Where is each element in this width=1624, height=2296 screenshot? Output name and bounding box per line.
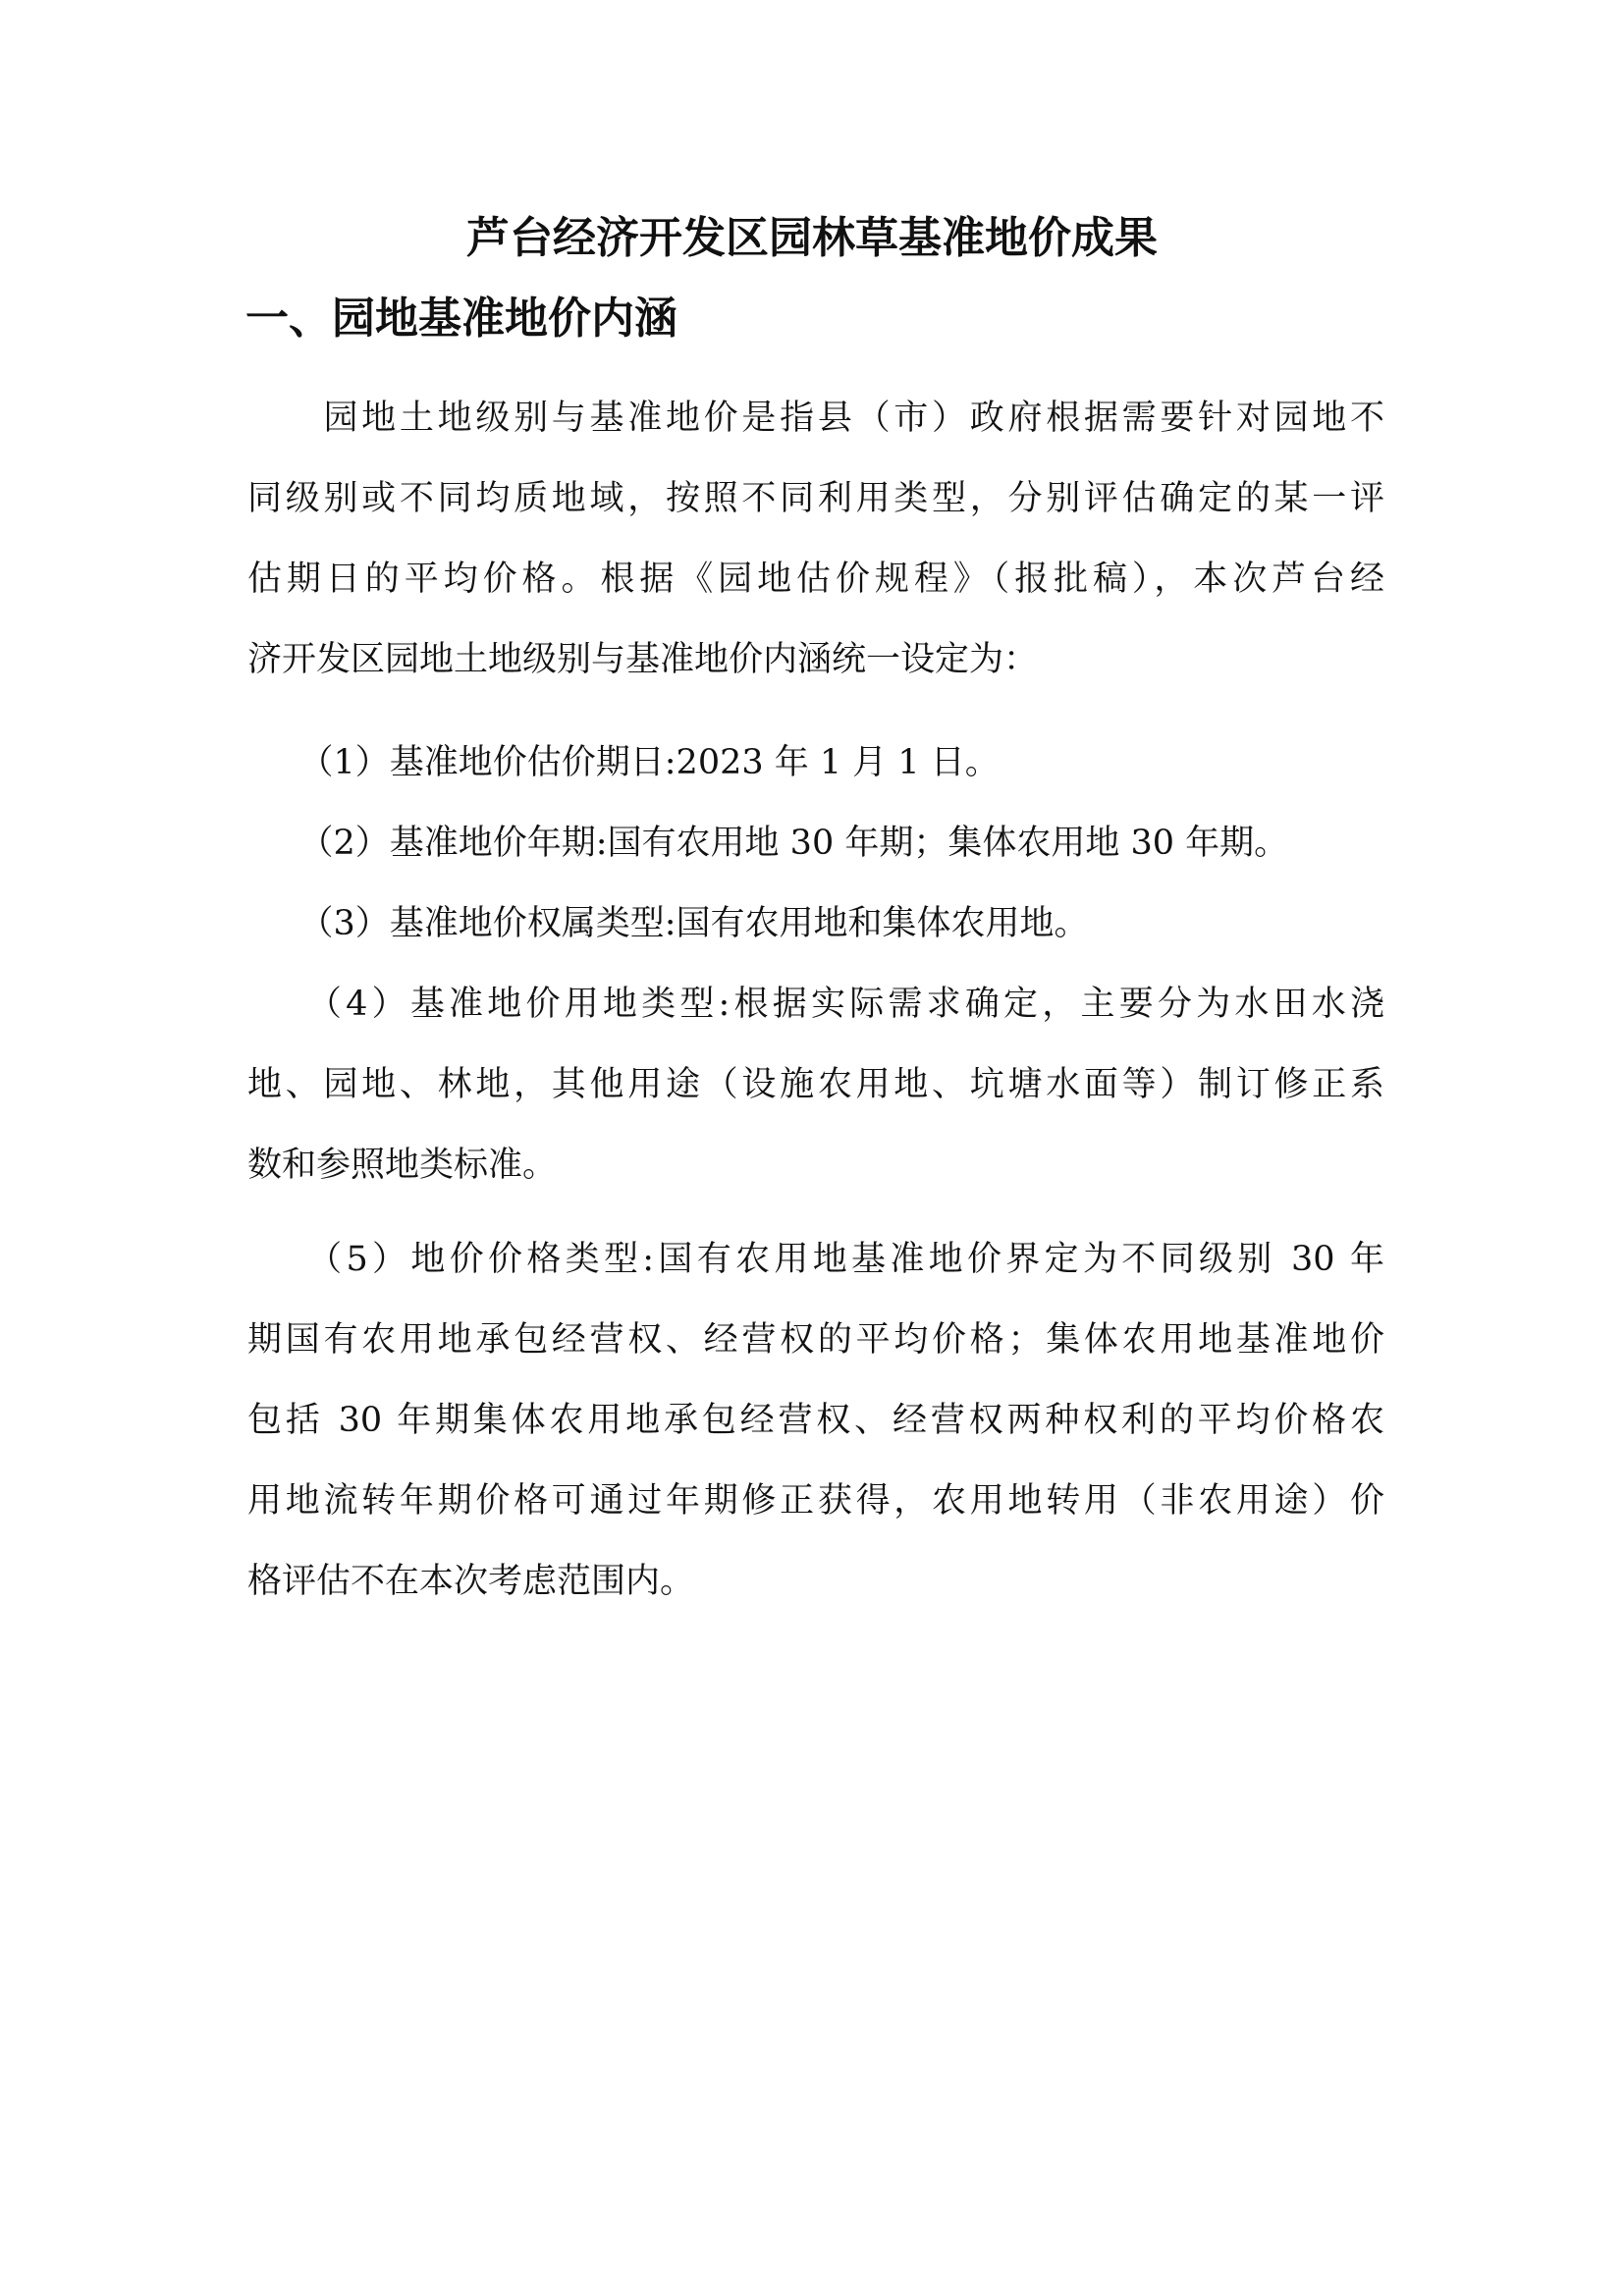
paragraph-line: 估期日的平均价格。根据《园地估价规程》（报批稿），本次芦台经 [247, 560, 1384, 599]
paragraph-line: 园地土地级别与基准地价是指县（市）政府根据需要针对园地不 [247, 399, 1384, 438]
list-item-valuation-date [247, 722, 1384, 803]
paragraph-line: （3）基准地价权属类型:国有农用地和集体农用地。 [247, 904, 1089, 943]
paragraph-line: （4）基准地价用地类型:根据实际需求确定，主要分为水田水浇 [247, 985, 1384, 1024]
document-title: 芦台经济开发区园林草基准地价成果 [466, 213, 1158, 263]
paragraph-line: （1）基准地价估价期日:2023 年 1 月 1 日。 [247, 743, 1000, 782]
paragraph-line: （2）基准地价年期:国有农用地 30 年期；集体农用地 30 年期。 [247, 824, 1289, 863]
intro-paragraph [247, 378, 1384, 700]
paragraph-line: 包括 30 年期集体农用地承包经营权、经营权两种权利的平均价格农 [247, 1401, 1384, 1440]
paragraph-line: 期国有农用地承包经营权、经营权的平均价格；集体农用地基准地价 [247, 1320, 1384, 1360]
paragraph-line: 济开发区园地土地级别与基准地价内涵统一设定为： [247, 640, 1039, 679]
list-item-land-term [247, 803, 1384, 883]
section-heading: 一、园地基准地价内涵 [245, 294, 677, 344]
paragraph-line: 格评估不在本次考虑范围内。 [247, 1562, 695, 1601]
paragraph-line: 地、园地、林地，其他用途（设施农用地、坑塘水面等）制订修正系 [247, 1065, 1384, 1104]
paragraph-line: 同级别或不同均质地域，按照不同利用类型，分别评估确定的某一评 [247, 479, 1384, 518]
list-item-price-type [247, 1219, 1384, 1622]
paragraph-line: 用地流转年期价格可通过年期修正获得，农用地转用（非农用途）价 [247, 1481, 1384, 1521]
paragraph-line: 数和参照地类标准。 [247, 1146, 558, 1185]
paragraph-line: （5）地价价格类型:国有农用地基准地价界定为不同级别 30 年 [247, 1240, 1384, 1279]
list-item-land-use-type [247, 964, 1384, 1205]
list-item-ownership-type [247, 883, 1384, 964]
